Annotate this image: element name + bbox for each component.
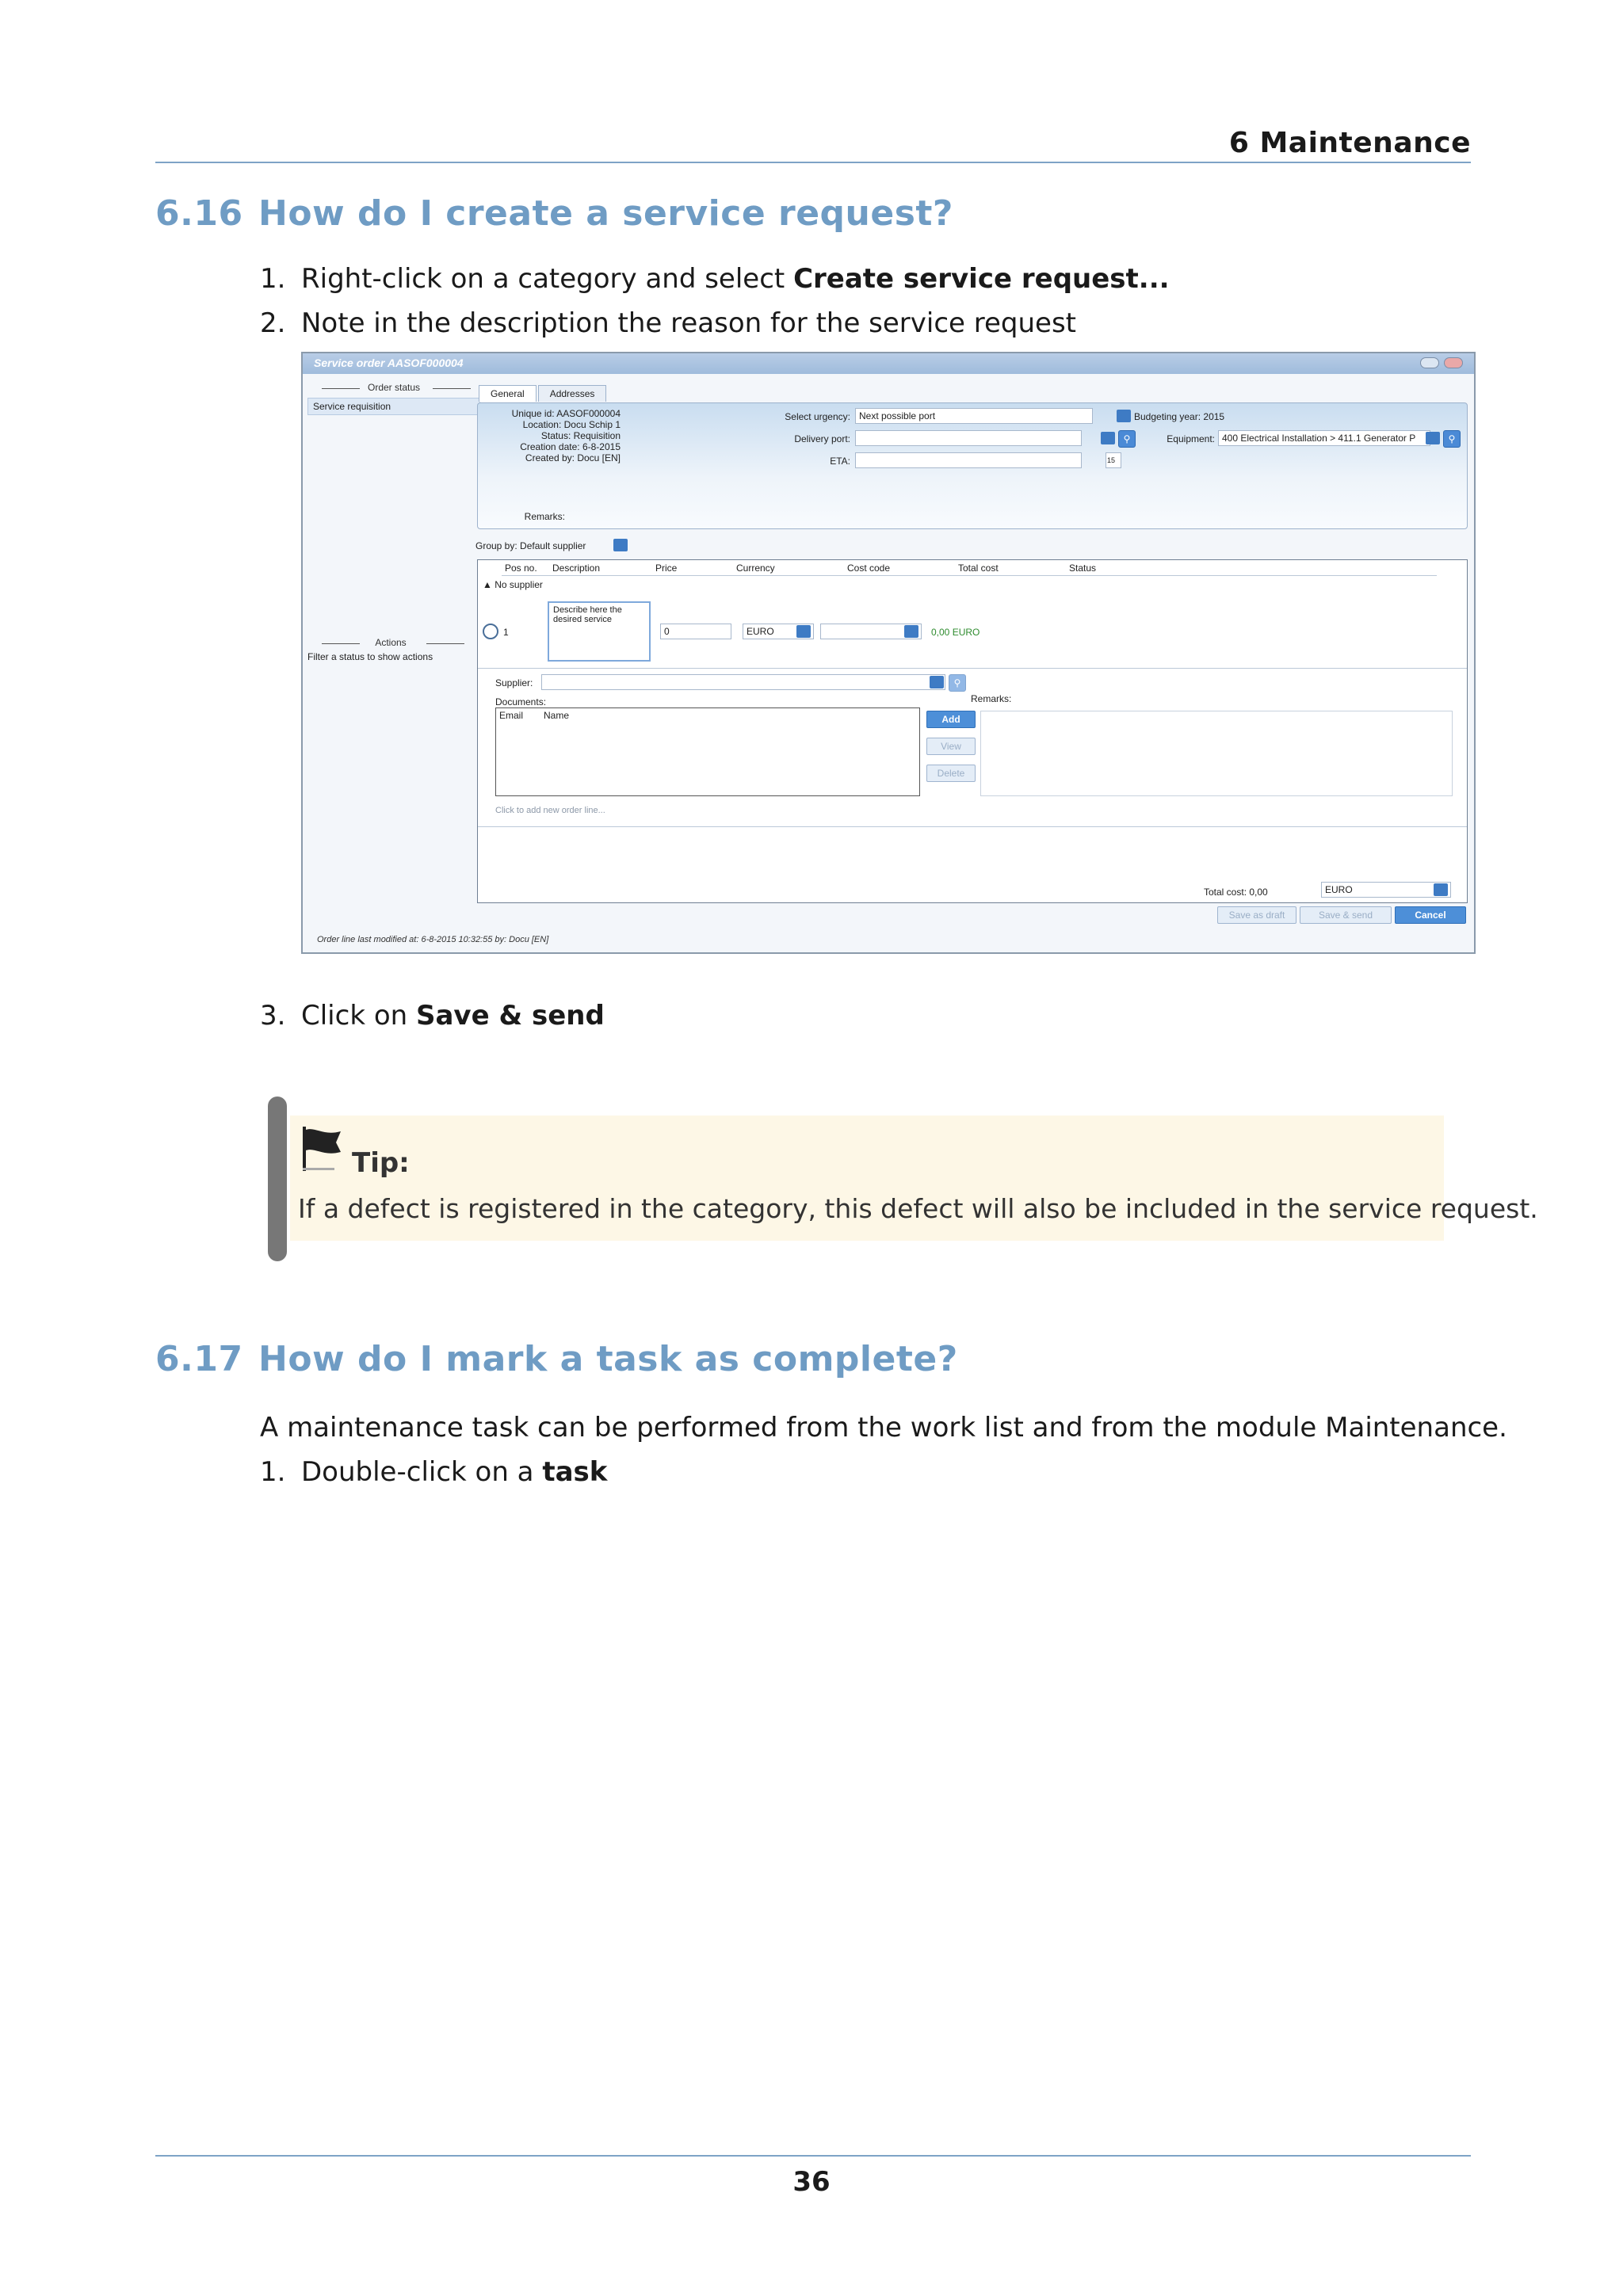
search-icon[interactable]: ⚲ (949, 674, 966, 692)
column-header[interactable]: Total cost (958, 563, 999, 574)
step-bold: Create service request... (793, 263, 1170, 295)
section-number: 6.17 (155, 1339, 243, 1379)
tab-addresses[interactable]: Addresses (538, 385, 607, 402)
cancel-button[interactable]: Cancel (1395, 906, 1466, 924)
supplier-input[interactable] (541, 674, 945, 690)
step-2 (260, 307, 1076, 339)
save-as-draft-button[interactable]: Save as draft (1217, 906, 1296, 924)
equipment-label: Equipment: (1167, 433, 1215, 444)
created-by-label: Created by: (525, 452, 575, 463)
remarks-label: Remarks: (524, 511, 565, 522)
section-heading-6-16 (155, 193, 953, 234)
group-by-value[interactable]: Default supplier (520, 540, 586, 551)
status-label: Status: (540, 430, 571, 441)
supplier-label: Supplier: (495, 677, 533, 688)
left-pane (307, 376, 480, 922)
tab-general[interactable]: General (479, 385, 537, 402)
chevron-down-icon[interactable] (796, 625, 811, 638)
column-header[interactable]: Pos no. (505, 563, 537, 574)
documents-label: Documents: (495, 696, 547, 707)
unique-id-label: Unique id: (511, 408, 555, 419)
step-1-617 (260, 1456, 607, 1488)
section-number: 6.16 (155, 193, 243, 234)
close-button[interactable] (1444, 357, 1463, 368)
chevron-down-icon[interactable] (904, 625, 918, 638)
save-and-send-button[interactable]: Save & send (1300, 906, 1392, 924)
price-input[interactable]: 0 (660, 624, 731, 639)
step-text: Click on (301, 1000, 416, 1032)
line-pos: 1 (503, 627, 509, 638)
eta-label: ETA: (830, 456, 850, 467)
step-3 (260, 1000, 605, 1032)
step-number: 3. (260, 1000, 286, 1032)
total-cost-value: 0,00 (1249, 887, 1268, 898)
eta-input[interactable] (855, 452, 1082, 468)
modified-footer: Order line last modified at: 6-8-2015 10:32:55 by: Docu [EN] (317, 935, 549, 944)
created-by: Docu [EN] (577, 452, 621, 463)
header-rule (155, 162, 1471, 163)
add-line-hint[interactable]: Click to add new order line... (495, 806, 605, 815)
step-number: 1. (260, 263, 286, 295)
chevron-down-icon[interactable] (1101, 432, 1115, 444)
search-icon[interactable]: ⚲ (1443, 430, 1461, 448)
group-row[interactable]: ▲ No supplier (483, 579, 543, 590)
section-heading-6-17 (155, 1339, 958, 1379)
location-label: Location: (522, 419, 562, 430)
group-by (475, 540, 586, 551)
total-cost-label: Total cost: (1204, 887, 1247, 898)
line-total: 0,00 EURO (931, 627, 980, 638)
column-header[interactable]: Currency (736, 563, 775, 574)
tip-sidebar (268, 1097, 287, 1261)
status: Requisition (573, 430, 621, 441)
footer-rule (155, 2155, 1471, 2157)
budget-year-label: Budgeting year: (1134, 411, 1201, 422)
chevron-down-icon[interactable] (1434, 883, 1448, 896)
delivery-port-input[interactable] (855, 430, 1082, 446)
tip-title: Tip: (352, 1147, 410, 1179)
step-bold: Save & send (415, 1000, 605, 1032)
creation-date-label: Creation date: (520, 441, 580, 452)
divider (478, 826, 1467, 827)
view-document-button[interactable]: View (926, 738, 976, 755)
step-1 (260, 263, 1170, 295)
step-text: Double-click on a (301, 1456, 543, 1488)
step-bold: task (542, 1456, 608, 1488)
equipment-select[interactable]: 400 Electrical Installation > 411.1 Generator P (1218, 430, 1430, 446)
actions-hint: Filter a status to show actions (307, 651, 433, 662)
step-number: 2. (260, 307, 286, 339)
column-header[interactable]: Status (1069, 563, 1097, 574)
step-number: 1. (260, 1456, 286, 1488)
description-input[interactable]: Describe here the desired service (548, 601, 651, 662)
remove-line-icon[interactable] (483, 624, 498, 639)
tip-text: If a defect is registered in the category, this defect will also be included in the service request. (298, 1193, 1538, 1224)
grid-header (502, 560, 1437, 576)
doc-column-name[interactable]: Name (544, 710, 570, 721)
group-by-label: Group by: (475, 540, 517, 551)
delivery-port-label: Delivery port: (794, 433, 850, 444)
flag-icon (300, 1125, 344, 1173)
section-intro: A maintenance task can be performed from the work list and from the module Maintenance. (260, 1412, 1507, 1444)
total-cost (1204, 887, 1268, 898)
section-title: How do I create a service request? (258, 193, 953, 234)
remarks-input[interactable] (980, 711, 1453, 796)
total-currency-select[interactable]: EURO (1321, 882, 1451, 898)
window-title: Service order AASOF000004 (303, 353, 1474, 374)
column-header[interactable]: Cost code (847, 563, 891, 574)
status-item[interactable]: Service requisition (307, 398, 480, 415)
order-lines-grid (477, 559, 1468, 903)
delete-document-button[interactable]: Delete (926, 765, 976, 782)
chapter-header: 6 Maintenance (1228, 127, 1471, 159)
section-title: How do I mark a task as complete? (258, 1339, 958, 1379)
actions-legend: Actions (307, 637, 474, 648)
tab-strip (479, 385, 608, 402)
urgency-select[interactable]: Next possible port (855, 408, 1093, 424)
general-panel (477, 402, 1468, 529)
column-header[interactable]: Price (655, 563, 678, 574)
service-order-window (301, 352, 1476, 954)
divider (478, 668, 1467, 669)
info-block (478, 408, 621, 463)
remarks-label-2: Remarks: (971, 693, 1012, 704)
doc-column-email[interactable]: Email (499, 710, 524, 721)
creation-date: 6-8-2015 (582, 441, 621, 452)
chevron-down-icon[interactable] (1117, 410, 1131, 422)
minimize-button[interactable] (1420, 357, 1439, 368)
documents-list[interactable] (495, 707, 920, 796)
add-document-button[interactable]: Add (926, 711, 976, 728)
column-header[interactable]: Description (552, 563, 601, 574)
unique-id: AASOF000004 (556, 408, 621, 419)
currency-select[interactable]: EURO (743, 624, 814, 639)
step-text: Right-click on a category and select (301, 263, 794, 295)
budget-year-value: 2015 (1203, 411, 1225, 422)
step-text: Note in the description the reason for the service request (301, 307, 1077, 339)
budget-year (1134, 411, 1224, 422)
group-row-label: No supplier (495, 579, 543, 590)
actions-block (307, 637, 474, 662)
calendar-icon[interactable]: 15 (1106, 452, 1121, 468)
chevron-down-icon[interactable] (930, 676, 944, 688)
chevron-down-icon[interactable] (1426, 432, 1440, 444)
page-number: 36 (792, 2166, 831, 2198)
order-status-legend: Order status (307, 382, 480, 393)
location: Docu Schip 1 (563, 419, 621, 430)
urgency-label: Select urgency: (785, 411, 850, 422)
chevron-down-icon[interactable] (613, 539, 628, 551)
search-icon[interactable]: ⚲ (1118, 430, 1136, 448)
